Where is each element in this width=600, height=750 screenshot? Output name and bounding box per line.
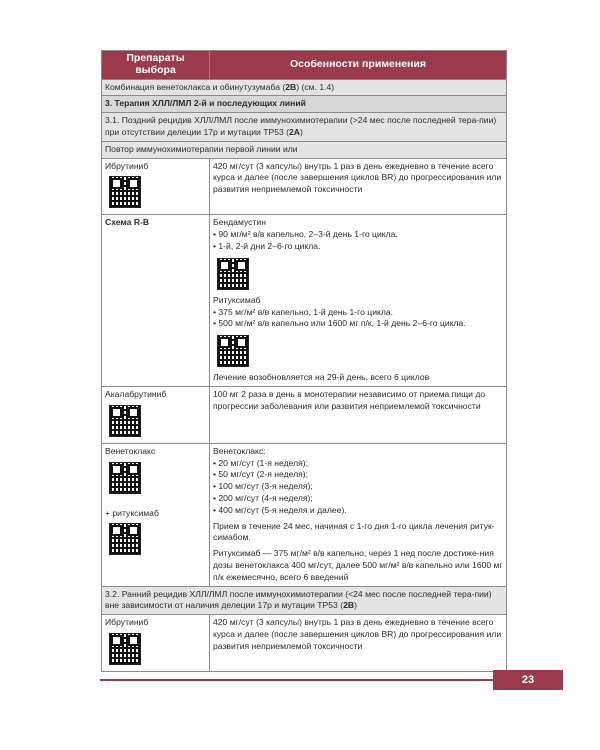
list-item: • 375 мг/м² в/в капельно, 1-й день 1-го цикла. — [213, 307, 503, 319]
ibrutinib-row-2 — [102, 615, 507, 672]
venetoclax-list — [213, 458, 503, 517]
ibrutinib-cell-2 — [102, 615, 210, 672]
rituximab-title: Ритуксимаб — [213, 294, 261, 305]
combo-text-a: Комбинация венетоклакса и обинутузумаба ( — [105, 81, 286, 92]
sub32-text-a: 3.2. Ранний рецидив ХЛЛ/ЛМЛ после иммунохимиотерапии (<24 мес после последней тера-пии) вне зависимости от наличия делеции 17р и мутации ТР53 ( — [105, 588, 492, 611]
rb-note: Лечение возобновляется на 29-й день, всего 6 циклов — [213, 372, 430, 383]
list-item: • 1-й, 2-й дни 2–6-го цикла. — [213, 241, 503, 253]
subsection-3-2-row — [102, 586, 507, 615]
repeat-row — [102, 141, 507, 158]
footer-line — [100, 679, 495, 681]
bendamustine-list — [213, 229, 503, 253]
combo-row — [102, 79, 507, 96]
table-header-row — [102, 51, 507, 80]
ibrutinib-desc-1: 420 мг/сут (3 капсулы) внутрь 1 раз в день ежедневно в течение всего курса и далее (после завершения циклов BR) до прогрессирования или развития неприемлемой токсичности — [210, 158, 507, 215]
venetoclax-intake: Прием в течение 24 мес, начиная с 1-го дня 1-го цикла лечения ритук-симабом. — [213, 520, 495, 543]
qr-code-icon[interactable] — [109, 633, 141, 665]
subsection-3-2 — [102, 586, 507, 615]
sub32-grade: 2B — [343, 600, 355, 611]
subsection-3-1-row — [102, 113, 507, 142]
acalabrutinib-cell — [102, 386, 210, 443]
combo-grade: 2B — [285, 81, 297, 92]
header-features: Особенности применения — [210, 51, 507, 80]
qr-code-icon[interactable] — [109, 405, 141, 437]
rituximab-list — [213, 307, 503, 331]
qr-code-icon[interactable] — [217, 258, 249, 290]
section-3-title: 3. Терапия ХЛЛ/ЛМЛ 2-й и последующих линий — [102, 96, 507, 113]
list-item: • 400 мг/сут (5-я неделя и далее). — [213, 505, 503, 517]
sub31-text-b: ) — [300, 126, 303, 137]
section-3-row — [102, 96, 507, 113]
rb-row — [102, 215, 507, 387]
combo-cell — [102, 79, 507, 96]
venetoclax-desc — [210, 443, 507, 586]
venetoclax-title: Венетоклакс: — [213, 445, 266, 456]
sub31-text-a: 3.1. Поздний рецидив ХЛЛ/ЛМЛ после иммунохимиотерапии (>24 мес после последней тера-пии) при отсутствии делеции 17р и мутации ТР53 ( — [105, 115, 497, 137]
combo-text-b: ) (см. 1.4) — [296, 81, 335, 92]
list-item: • 100 мг/сут (3-я неделя); — [213, 481, 503, 493]
rb-desc-cell — [210, 215, 507, 387]
venetoclax-rituximab: Ритуксимаб — 375 мг/м² в/в капельно, через 1 нед после достиже-ния дозы венетоклакса 400 мг/сут, далее 500 мг/м² в/в капельно или 1600 мг п/к ежемесячно, всего 6 введений — [213, 548, 503, 582]
acalabrutinib-desc: 100 мг 2 раза в день в монотерапии независимо от приема пищи до прогрессии заболевания или развития неприемлемой токсичности — [210, 386, 507, 443]
list-item: • 20 мг/сут (1-я неделя); — [213, 458, 503, 470]
qr-code-icon[interactable] — [109, 176, 141, 208]
qr-code-icon[interactable] — [109, 462, 141, 494]
sub31-grade: 2A — [289, 126, 301, 137]
ibrutinib-cell-1 — [102, 158, 210, 215]
venetoclax-cell — [102, 443, 210, 586]
drug-name: Венетоклакс — [105, 445, 156, 456]
drug-name: Ибрутиниб — [105, 160, 149, 171]
sub32-text-b: ) — [354, 600, 357, 611]
drug-name: Схема R-B — [105, 217, 150, 228]
bendamustine-title: Бендамустин — [213, 217, 266, 228]
drug-name: Акалабрутиниб — [105, 388, 167, 399]
ibrutinib-desc-2: 420 мг/сут (3 капсулы) внутрь 1 раз в день ежедневно в течение всего курса и далее (после завершения циклов BR) до прогрессирования или развития неприемлемой токсичности — [210, 615, 507, 672]
rb-name-cell — [102, 215, 210, 387]
list-item: • 500 мг/м² в/в капельно или 1600 мг п/к, 1-й день 2–6-го цикла. — [213, 318, 503, 330]
list-item: • 90 мг/м² в/в капельно, 2–3-й день 1-го цикла. — [213, 229, 503, 241]
acalabrutinib-row — [102, 386, 507, 443]
list-item: • 200 мг/сут (4-я неделя); — [213, 493, 503, 505]
repeat-text: Повтор иммунохимиотерапии первой линии или — [102, 141, 507, 158]
header-drugs: Препараты выбора — [102, 51, 210, 80]
qr-code-icon[interactable] — [109, 523, 141, 555]
drug-name: Ибрутиниб — [105, 617, 149, 628]
list-item: • 50 мг/сут (2-я неделя); — [213, 469, 503, 481]
qr-code-icon[interactable] — [217, 335, 249, 367]
page-number: 23 — [493, 670, 563, 690]
plus-rituximab: + ритуксимаб — [105, 507, 159, 518]
venetoclax-row — [102, 443, 507, 586]
ibrutinib-row-1 — [102, 158, 507, 215]
drug-table — [101, 50, 507, 672]
subsection-3-1 — [102, 113, 507, 142]
